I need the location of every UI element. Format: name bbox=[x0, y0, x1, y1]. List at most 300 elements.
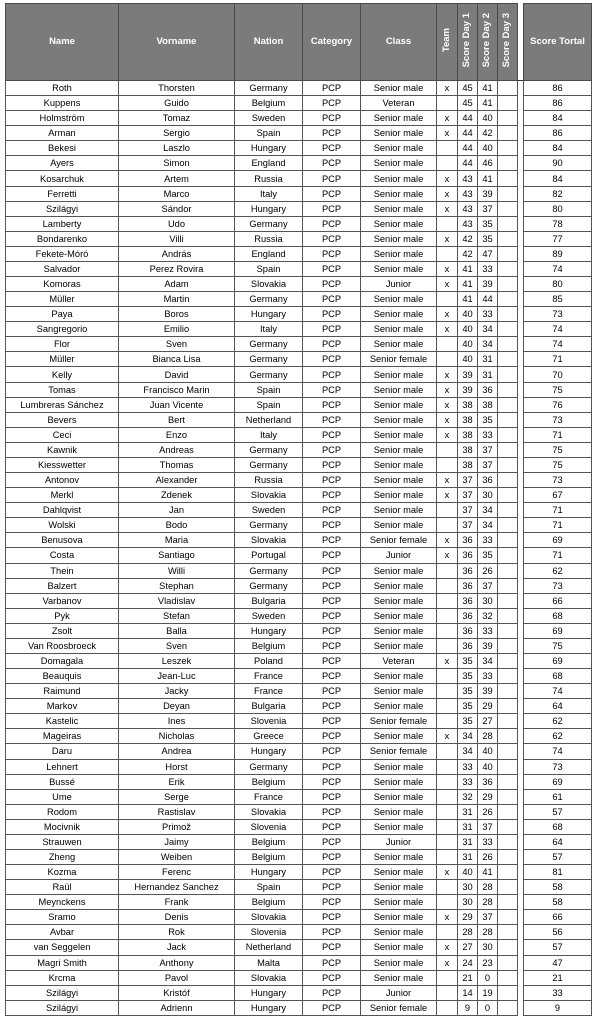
cell-vorname: Rok bbox=[119, 925, 235, 940]
cell-score-total: 66 bbox=[524, 593, 592, 608]
cell-score-day-2: 19 bbox=[478, 985, 498, 1000]
cell-team bbox=[437, 638, 458, 653]
cell-team: x bbox=[437, 261, 458, 276]
cell-name: Ceci bbox=[6, 427, 119, 442]
cell-score-day-1: 33 bbox=[458, 774, 478, 789]
table-row bbox=[6, 789, 592, 804]
cell-team: x bbox=[437, 412, 458, 427]
cell-score-day-2: 42 bbox=[478, 126, 498, 141]
cell-category: PCP bbox=[303, 488, 361, 503]
cell-score-total: 71 bbox=[524, 352, 592, 367]
cell-name: Lumbreras Sánchez bbox=[6, 397, 119, 412]
cell-score-total: 56 bbox=[524, 925, 592, 940]
cell-vorname: Horst bbox=[119, 759, 235, 774]
cell-nation: Germany bbox=[235, 292, 303, 307]
cell-class: Senior male bbox=[361, 578, 437, 593]
cell-name: Szilágyi bbox=[6, 201, 119, 216]
cell-team: x bbox=[437, 126, 458, 141]
cell-name: Müller bbox=[6, 292, 119, 307]
cell-score-day-2: 36 bbox=[478, 774, 498, 789]
cell-team: x bbox=[437, 910, 458, 925]
cell-class: Senior male bbox=[361, 774, 437, 789]
cell-name: Lamberty bbox=[6, 216, 119, 231]
cell-vorname: Sergio bbox=[119, 126, 235, 141]
table-row bbox=[6, 759, 592, 774]
cell-score-total: 84 bbox=[524, 111, 592, 126]
cell-nation: Greece bbox=[235, 729, 303, 744]
cell-vorname: Denis bbox=[119, 910, 235, 925]
cell-name: Sramo bbox=[6, 910, 119, 925]
cell-name: Markov bbox=[6, 699, 119, 714]
cell-class: Senior male bbox=[361, 759, 437, 774]
cell-category: PCP bbox=[303, 684, 361, 699]
cell-team bbox=[437, 518, 458, 533]
cell-class: Senior male bbox=[361, 925, 437, 940]
cell-score-total: 90 bbox=[524, 156, 592, 171]
cell-score-total: 82 bbox=[524, 186, 592, 201]
cell-class: Senior male bbox=[361, 171, 437, 186]
cell-vorname: Laszlo bbox=[119, 141, 235, 156]
table-row bbox=[6, 442, 592, 457]
cell-score-day-1: 36 bbox=[458, 623, 478, 638]
cell-score-total: 89 bbox=[524, 246, 592, 261]
cell-vorname: Santiago bbox=[119, 548, 235, 563]
cell-score-day-1: 38 bbox=[458, 457, 478, 472]
cell-name: Krcma bbox=[6, 970, 119, 985]
cell-class: Senior male bbox=[361, 880, 437, 895]
cell-score-day-1: 14 bbox=[458, 985, 478, 1000]
table-row bbox=[6, 865, 592, 880]
cell-score-total: 47 bbox=[524, 955, 592, 970]
cell-nation: Germany bbox=[235, 457, 303, 472]
cell-team bbox=[437, 352, 458, 367]
cell-name: Magri Smith bbox=[6, 955, 119, 970]
cell-vorname: Hernandez Sanchez bbox=[119, 880, 235, 895]
cell-score-day-1: 32 bbox=[458, 789, 478, 804]
cell-category: PCP bbox=[303, 970, 361, 985]
cell-nation: Spain bbox=[235, 880, 303, 895]
cell-score-day-1: 43 bbox=[458, 216, 478, 231]
cell-score-day-3 bbox=[498, 1000, 518, 1015]
cell-score-total: 62 bbox=[524, 729, 592, 744]
cell-score-day-2: 44 bbox=[478, 292, 498, 307]
cell-score-day-1: 35 bbox=[458, 684, 478, 699]
cell-vorname: David bbox=[119, 367, 235, 382]
cell-score-day-3 bbox=[498, 216, 518, 231]
cell-team bbox=[437, 925, 458, 940]
cell-vorname: Sven bbox=[119, 638, 235, 653]
cell-nation: Russia bbox=[235, 473, 303, 488]
cell-score-day-3 bbox=[498, 81, 518, 96]
cell-vorname: Juan Vicente bbox=[119, 397, 235, 412]
cell-score-total: 71 bbox=[524, 518, 592, 533]
cell-category: PCP bbox=[303, 849, 361, 864]
cell-score-day-2: 0 bbox=[478, 1000, 498, 1015]
cell-nation: Italy bbox=[235, 322, 303, 337]
cell-class: Senior female bbox=[361, 1000, 437, 1015]
cell-vorname: Bodo bbox=[119, 518, 235, 533]
cell-team: x bbox=[437, 955, 458, 970]
cell-vorname: Villi bbox=[119, 231, 235, 246]
cell-score-day-1: 42 bbox=[458, 246, 478, 261]
cell-nation: Slovakia bbox=[235, 804, 303, 819]
cell-category: PCP bbox=[303, 81, 361, 96]
cell-score-day-1: 38 bbox=[458, 442, 478, 457]
cell-score-day-2: 41 bbox=[478, 96, 498, 111]
cell-score-day-2: 39 bbox=[478, 186, 498, 201]
cell-score-total: 70 bbox=[524, 367, 592, 382]
cell-team: x bbox=[437, 81, 458, 96]
cell-nation: Belgium bbox=[235, 895, 303, 910]
cell-name: Flor bbox=[6, 337, 119, 352]
table-row bbox=[6, 804, 592, 819]
cell-nation: Malta bbox=[235, 955, 303, 970]
cell-team bbox=[437, 593, 458, 608]
cell-score-day-2: 37 bbox=[478, 442, 498, 457]
cell-score-day-2: 40 bbox=[478, 141, 498, 156]
cell-nation: Italy bbox=[235, 427, 303, 442]
cell-score-day-2: 33 bbox=[478, 261, 498, 276]
cell-class: Senior male bbox=[361, 849, 437, 864]
cell-score-day-3 bbox=[498, 488, 518, 503]
cell-nation: Poland bbox=[235, 653, 303, 668]
cell-score-day-2: 33 bbox=[478, 533, 498, 548]
cell-class: Senior male bbox=[361, 563, 437, 578]
cell-class: Senior male bbox=[361, 895, 437, 910]
cell-nation: Germany bbox=[235, 518, 303, 533]
cell-name: Szilágyi bbox=[6, 1000, 119, 1015]
table-row bbox=[6, 126, 592, 141]
cell-category: PCP bbox=[303, 427, 361, 442]
cell-score-day-1: 36 bbox=[458, 608, 478, 623]
cell-score-day-2: 33 bbox=[478, 834, 498, 849]
cell-score-day-2: 33 bbox=[478, 427, 498, 442]
cell-score-total: 84 bbox=[524, 171, 592, 186]
cell-score-day-3 bbox=[498, 126, 518, 141]
cell-category: PCP bbox=[303, 111, 361, 126]
cell-team: x bbox=[437, 865, 458, 880]
cell-score-day-2: 34 bbox=[478, 322, 498, 337]
cell-team bbox=[437, 759, 458, 774]
cell-class: Senior male bbox=[361, 638, 437, 653]
table-row bbox=[6, 714, 592, 729]
cell-score-day-2: 35 bbox=[478, 231, 498, 246]
cell-vorname: Perez Rovira bbox=[119, 261, 235, 276]
cell-vorname: Pavol bbox=[119, 970, 235, 985]
cell-score-total: 69 bbox=[524, 533, 592, 548]
cell-score-day-2: 40 bbox=[478, 759, 498, 774]
table-row bbox=[6, 337, 592, 352]
cell-score-day-1: 34 bbox=[458, 729, 478, 744]
cell-category: PCP bbox=[303, 442, 361, 457]
table-row bbox=[6, 563, 592, 578]
cell-nation: Russia bbox=[235, 171, 303, 186]
cell-score-day-2: 28 bbox=[478, 925, 498, 940]
cell-category: PCP bbox=[303, 910, 361, 925]
header-category: Category bbox=[303, 4, 361, 81]
cell-vorname: Martin bbox=[119, 292, 235, 307]
header-vorname: Vorname bbox=[119, 4, 235, 81]
cell-name: Zheng bbox=[6, 849, 119, 864]
cell-class: Senior male bbox=[361, 608, 437, 623]
cell-score-total: 74 bbox=[524, 744, 592, 759]
cell-category: PCP bbox=[303, 231, 361, 246]
cell-name: Bekesi bbox=[6, 141, 119, 156]
cell-class: Senior male bbox=[361, 804, 437, 819]
cell-vorname: Artem bbox=[119, 171, 235, 186]
cell-category: PCP bbox=[303, 352, 361, 367]
cell-score-day-3 bbox=[498, 533, 518, 548]
cell-nation: Slovenia bbox=[235, 819, 303, 834]
cell-score-day-2: 41 bbox=[478, 171, 498, 186]
cell-score-day-3 bbox=[498, 638, 518, 653]
cell-category: PCP bbox=[303, 246, 361, 261]
cell-nation: Belgium bbox=[235, 849, 303, 864]
cell-category: PCP bbox=[303, 774, 361, 789]
cell-score-day-3 bbox=[498, 593, 518, 608]
cell-vorname: Bianca Lisa bbox=[119, 352, 235, 367]
cell-vorname: Thomas bbox=[119, 457, 235, 472]
cell-vorname: Serge bbox=[119, 789, 235, 804]
cell-score-day-2: 40 bbox=[478, 111, 498, 126]
cell-name: Kawnik bbox=[6, 442, 119, 457]
cell-category: PCP bbox=[303, 503, 361, 518]
cell-name: Van Roosbroeck bbox=[6, 638, 119, 653]
cell-vorname: Leszek bbox=[119, 653, 235, 668]
cell-nation: Spain bbox=[235, 397, 303, 412]
cell-score-day-1: 40 bbox=[458, 322, 478, 337]
cell-name: Bevers bbox=[6, 412, 119, 427]
cell-score-day-3 bbox=[498, 442, 518, 457]
cell-category: PCP bbox=[303, 789, 361, 804]
cell-category: PCP bbox=[303, 367, 361, 382]
cell-nation: Hungary bbox=[235, 201, 303, 216]
cell-team: x bbox=[437, 488, 458, 503]
cell-score-day-1: 38 bbox=[458, 397, 478, 412]
cell-class: Senior male bbox=[361, 789, 437, 804]
cell-class: Senior female bbox=[361, 533, 437, 548]
cell-score-day-2: 37 bbox=[478, 201, 498, 216]
cell-team: x bbox=[437, 653, 458, 668]
cell-nation: Germany bbox=[235, 759, 303, 774]
cell-nation: Belgium bbox=[235, 834, 303, 849]
cell-nation: Sweden bbox=[235, 111, 303, 126]
cell-category: PCP bbox=[303, 819, 361, 834]
cell-team: x bbox=[437, 367, 458, 382]
cell-class: Senior male bbox=[361, 684, 437, 699]
cell-team bbox=[437, 699, 458, 714]
cell-score-total: 73 bbox=[524, 307, 592, 322]
cell-score-day-3 bbox=[498, 653, 518, 668]
cell-name: Paya bbox=[6, 307, 119, 322]
cell-category: PCP bbox=[303, 382, 361, 397]
cell-score-day-3 bbox=[498, 397, 518, 412]
cell-team bbox=[437, 246, 458, 261]
table-row bbox=[6, 895, 592, 910]
cell-name: Fekete-Móró bbox=[6, 246, 119, 261]
cell-name: van Seggelen bbox=[6, 940, 119, 955]
cell-score-day-3 bbox=[498, 759, 518, 774]
cell-score-total: 69 bbox=[524, 653, 592, 668]
cell-nation: Sweden bbox=[235, 503, 303, 518]
table-row bbox=[6, 1000, 592, 1015]
cell-score-day-2: 30 bbox=[478, 593, 498, 608]
cell-name: Wolski bbox=[6, 518, 119, 533]
results-table-container bbox=[5, 3, 592, 1016]
table-row bbox=[6, 186, 592, 201]
cell-score-day-3 bbox=[498, 699, 518, 714]
cell-score-total: 76 bbox=[524, 397, 592, 412]
cell-class: Senior male bbox=[361, 307, 437, 322]
table-row bbox=[6, 578, 592, 593]
cell-team bbox=[437, 608, 458, 623]
cell-score-day-2: 33 bbox=[478, 307, 498, 322]
cell-score-day-2: 34 bbox=[478, 653, 498, 668]
cell-score-day-1: 35 bbox=[458, 669, 478, 684]
cell-score-total: 62 bbox=[524, 714, 592, 729]
cell-score-total: 57 bbox=[524, 849, 592, 864]
cell-name: Merkl bbox=[6, 488, 119, 503]
cell-score-day-2: 46 bbox=[478, 156, 498, 171]
cell-team bbox=[437, 337, 458, 352]
cell-class: Senior male bbox=[361, 337, 437, 352]
cell-score-day-3 bbox=[498, 292, 518, 307]
cell-vorname: Stephan bbox=[119, 578, 235, 593]
cell-nation: Slovakia bbox=[235, 488, 303, 503]
cell-vorname: Enzo bbox=[119, 427, 235, 442]
cell-score-day-1: 43 bbox=[458, 186, 478, 201]
table-row bbox=[6, 729, 592, 744]
cell-score-day-3 bbox=[498, 503, 518, 518]
cell-score-total: 68 bbox=[524, 669, 592, 684]
cell-category: PCP bbox=[303, 457, 361, 472]
cell-nation: France bbox=[235, 669, 303, 684]
cell-score-day-1: 40 bbox=[458, 337, 478, 352]
cell-score-day-2: 36 bbox=[478, 382, 498, 397]
cell-team: x bbox=[437, 111, 458, 126]
cell-vorname: Ines bbox=[119, 714, 235, 729]
table-row bbox=[6, 367, 592, 382]
cell-nation: Hungary bbox=[235, 141, 303, 156]
cell-score-total: 57 bbox=[524, 804, 592, 819]
cell-vorname: Francisco Marin bbox=[119, 382, 235, 397]
cell-nation: Germany bbox=[235, 563, 303, 578]
cell-team: x bbox=[437, 729, 458, 744]
cell-score-day-2: 28 bbox=[478, 895, 498, 910]
cell-nation: Spain bbox=[235, 261, 303, 276]
cell-score-total: 84 bbox=[524, 141, 592, 156]
cell-name: Avbar bbox=[6, 925, 119, 940]
cell-score-total: 66 bbox=[524, 910, 592, 925]
cell-name: Antonov bbox=[6, 473, 119, 488]
cell-score-day-1: 36 bbox=[458, 593, 478, 608]
cell-class: Senior male bbox=[361, 216, 437, 231]
table-row bbox=[6, 216, 592, 231]
table-row bbox=[6, 96, 592, 111]
cell-score-day-3 bbox=[498, 96, 518, 111]
cell-nation: Hungary bbox=[235, 985, 303, 1000]
table-row bbox=[6, 593, 592, 608]
cell-team bbox=[437, 804, 458, 819]
cell-score-day-2: 29 bbox=[478, 699, 498, 714]
cell-nation: Netherland bbox=[235, 940, 303, 955]
cell-score-total: 71 bbox=[524, 503, 592, 518]
cell-score-day-3 bbox=[498, 744, 518, 759]
cell-nation: Bulgaria bbox=[235, 699, 303, 714]
header-name: Name bbox=[6, 4, 119, 81]
cell-team: x bbox=[437, 397, 458, 412]
cell-class: Senior male bbox=[361, 261, 437, 276]
cell-team bbox=[437, 849, 458, 864]
cell-score-day-1: 30 bbox=[458, 880, 478, 895]
cell-score-day-3 bbox=[498, 955, 518, 970]
cell-category: PCP bbox=[303, 156, 361, 171]
cell-category: PCP bbox=[303, 1000, 361, 1015]
cell-name: Kelly bbox=[6, 367, 119, 382]
cell-category: PCP bbox=[303, 292, 361, 307]
cell-name: Kozma bbox=[6, 865, 119, 880]
cell-team: x bbox=[437, 277, 458, 292]
results-table-body bbox=[6, 81, 592, 1016]
cell-nation: France bbox=[235, 684, 303, 699]
table-row bbox=[6, 970, 592, 985]
cell-name: Dahlqvist bbox=[6, 503, 119, 518]
cell-class: Senior male bbox=[361, 427, 437, 442]
cell-score-day-2: 35 bbox=[478, 216, 498, 231]
cell-score-day-1: 44 bbox=[458, 126, 478, 141]
cell-score-total: 68 bbox=[524, 608, 592, 623]
cell-score-day-1: 31 bbox=[458, 804, 478, 819]
cell-category: PCP bbox=[303, 925, 361, 940]
cell-nation: Spain bbox=[235, 126, 303, 141]
cell-score-day-1: 34 bbox=[458, 744, 478, 759]
cell-score-total: 86 bbox=[524, 96, 592, 111]
cell-score-day-1: 43 bbox=[458, 201, 478, 216]
cell-score-day-2: 31 bbox=[478, 367, 498, 382]
cell-team: x bbox=[437, 186, 458, 201]
cell-score-day-3 bbox=[498, 246, 518, 261]
cell-nation: Hungary bbox=[235, 307, 303, 322]
table-row bbox=[6, 880, 592, 895]
cell-score-total: 75 bbox=[524, 457, 592, 472]
cell-score-total: 67 bbox=[524, 488, 592, 503]
table-row bbox=[6, 397, 592, 412]
cell-score-day-1: 37 bbox=[458, 473, 478, 488]
cell-nation: Hungary bbox=[235, 744, 303, 759]
cell-class: Senior male bbox=[361, 518, 437, 533]
cell-name: Daru bbox=[6, 744, 119, 759]
cell-score-day-1: 28 bbox=[458, 925, 478, 940]
cell-team bbox=[437, 789, 458, 804]
cell-nation: Slovakia bbox=[235, 277, 303, 292]
table-row bbox=[6, 156, 592, 171]
cell-class: Senior male bbox=[361, 382, 437, 397]
cell-score-day-1: 44 bbox=[458, 156, 478, 171]
table-row bbox=[6, 985, 592, 1000]
cell-category: PCP bbox=[303, 623, 361, 638]
cell-score-total: 71 bbox=[524, 427, 592, 442]
cell-vorname: Sándor bbox=[119, 201, 235, 216]
table-row bbox=[6, 246, 592, 261]
cell-score-day-3 bbox=[498, 985, 518, 1000]
table-row bbox=[6, 307, 592, 322]
table-row bbox=[6, 412, 592, 427]
cell-nation: Germany bbox=[235, 367, 303, 382]
cell-score-day-1: 37 bbox=[458, 488, 478, 503]
cell-class: Senior male bbox=[361, 156, 437, 171]
cell-name: Ayers bbox=[6, 156, 119, 171]
table-row bbox=[6, 548, 592, 563]
